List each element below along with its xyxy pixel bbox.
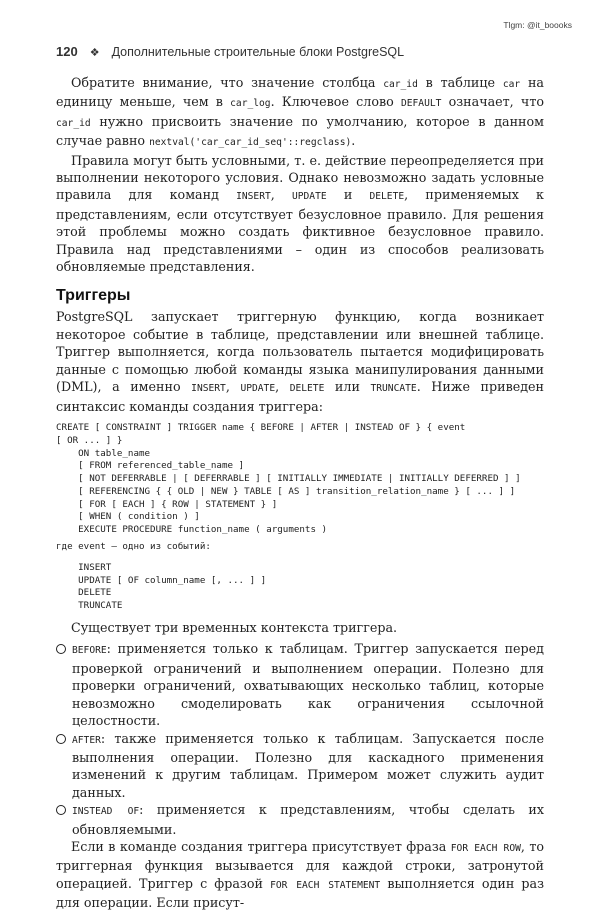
running-header	[56, 44, 544, 59]
watermark: Tlgm: @it_boooks	[503, 20, 572, 30]
inline-code: car_id	[383, 79, 418, 90]
paragraph-3: PostgreSQL запускает триггерную функцию, когда возникает некоторое событие в таблице, представлении или внешней таблице. Триггер выполняется, когда пользователь пытается модифицировать данные с помощью любой команды языка манипулирования данными (DML), а именно INSERT, UPDATE, DELETE или TRUNCATE. Ниже приведен синтаксис команды создания триггера:	[56, 309, 545, 414]
code-event-label: где event – одно из событий:	[56, 541, 211, 553]
circle-bullet-icon	[56, 805, 66, 815]
paragraph-1: Обратите внимание, что значение столбца car_id в таблице car на единицу меньше, чем в car_log. Ключевое слово DEFAULT означает, что car_id нужно присвоить значение по умолчанию, которое в данном случае равно nextval('car_car_id_seq'::regclass).	[56, 75, 544, 149]
inline-code: FOR EACH STATEMENT	[270, 879, 381, 891]
inline-code: INSERT	[191, 383, 226, 395]
code-block-syntax: CREATE [ CONSTRAINT ] TRIGGER name { BEFORE | AFTER | INSTEAD OF } { event [ OR ... ] } ON table_name [ FROM referenced_table_name ] [ NOT DEFERRABLE | [ DEFERRABLE ] [ INITIALLY IMMEDIATE | INITIALLY DEFERRED ] ] [ REFERENCING { { OLD | NEW } TABLE [ AS ] transition_relation_name } [ ... ] ] [ FOR [ EACH ] { ROW | STATEMENT } ] [ WHEN ( condition ) ] EXECUTE PROCEDURE function_name ( arguments )	[56, 421, 521, 536]
list-item: AFTER: также применяется только к таблицам. Запускается после выполнения операции. Полезно для каскадного применения изменений к другим таблицам. Примером может служить аудит данных.	[56, 730, 544, 802]
page-body	[56, 74, 544, 912]
code-block-events: INSERT UPDATE [ OF column_name [, ... ] ] DELETE TRUNCATE	[78, 561, 267, 612]
inline-code: UPDATE	[291, 191, 327, 203]
inline-code: car_log	[230, 98, 271, 110]
circle-bullet-icon	[56, 644, 66, 654]
page-number: 120	[56, 44, 78, 59]
inline-code: DELETE	[369, 191, 405, 203]
list-item: INSTEAD OF: применяется к представлениям, чтобы сделать их обновляемыми.	[56, 801, 544, 838]
paragraph-5: Если в команде создания триггера присутствует фраза FOR EACH ROW, то триггерная функция вызывается для каждой строки, затронутой операцией. Триггер с фразой FOR EACH STATEMENT выполняется один раз для операции. Если присут-	[56, 838, 545, 911]
inline-code: INSTEAD OF	[72, 806, 140, 818]
inline-code: TRUNCATE	[370, 383, 417, 395]
circle-bullet-icon	[56, 734, 66, 744]
inline-code: AFTER	[72, 734, 101, 746]
paragraph-4: Существует три временных контекста триггера.	[71, 620, 398, 636]
bullet-list	[56, 640, 544, 837]
inline-code: car	[502, 79, 521, 90]
inline-code: UPDATE	[240, 383, 276, 395]
inline-code: DEFAULT	[400, 98, 442, 110]
inline-code: FOR EACH ROW	[450, 842, 521, 854]
paragraph-2: Правила могут быть условными, т. е. действие переопределяется при выполнении некоторого условия. Однако невозможно задать условные правила для команд INSERT, UPDATE и DELETE, применяемых к представлениям, если отсутствует безусловное правило. Для решения этой проблемы можно создать фиктивное безусловное правило. Правила над представлениями – один из способов реализовать обновляемые представления.	[56, 152, 544, 275]
inline-code: BEFORE	[72, 645, 107, 657]
inline-code: car_id	[56, 117, 91, 129]
inline-code: INSERT	[236, 191, 271, 203]
inline-code: DELETE	[289, 383, 325, 395]
list-item: BEFORE: применяется только к таблицам. Триггер запускается перед проверкой ограничений и выполнением операции. Полезно для проверки ограничений, охватывающих несколько таблиц, которые невозможно смоделировать как ограничения ссылочной целостности.	[56, 640, 544, 729]
diamond-icon: ❖	[89, 47, 100, 59]
inline-code: nextval('car_car_id_seq'::regclass)	[149, 137, 352, 149]
chapter-title: Дополнительные строительные блоки PostgreSQL	[111, 45, 405, 59]
section-title: Триггеры	[56, 287, 131, 305]
